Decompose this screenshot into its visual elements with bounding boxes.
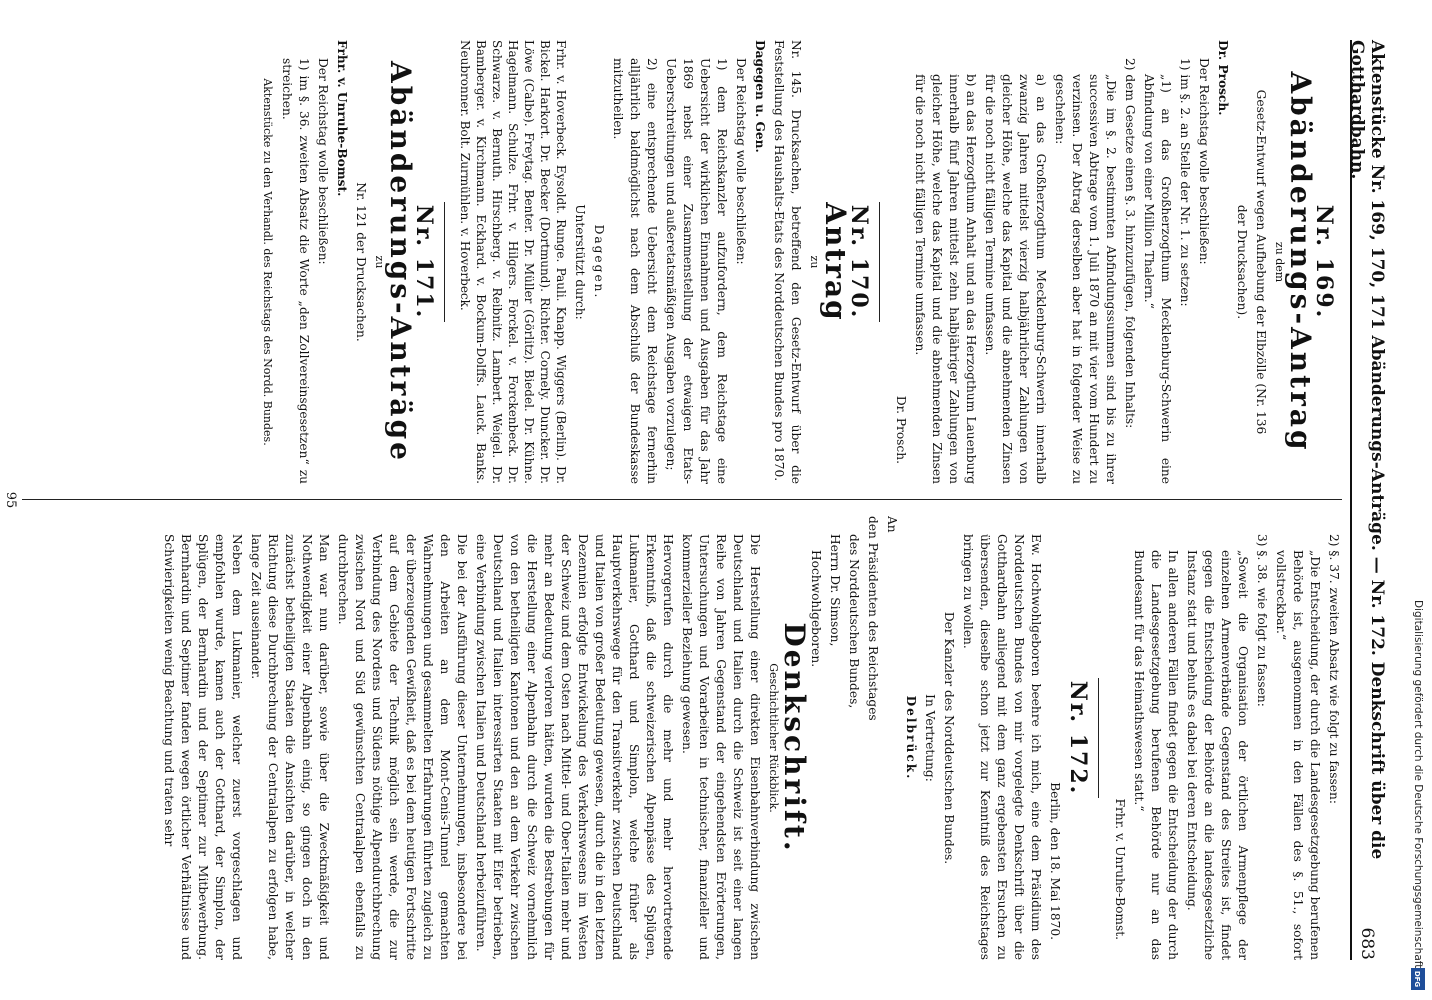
paragraph: Der Reichstag wolle beschließen: (316, 58, 330, 265)
page-header (1347, 40, 1387, 960)
document-page (0, 20, 1390, 980)
section-nr169 (892, 40, 1337, 484)
digitization-banner (1408, 600, 1428, 992)
section-divider (879, 202, 880, 322)
list-item: 1) im §. 36. zweiten Absatz die Worte „den Zollvereinsgesetzen“ zu streichen. (280, 58, 311, 484)
section-divider (444, 202, 445, 322)
footer-page-number: 95 (3, 491, 18, 509)
dfg-logo-text: DFG (1413, 970, 1422, 988)
section-number: Nr. 169. (1311, 204, 1337, 320)
supported-label: Unterstützt durch: (573, 204, 587, 320)
list-item: 1) dem Reichskanzler aufzufordern, dem Reichstage eine Uebersicht der wirklichen Einnahmen und Ausgaben für das Jahr 1869 nebst einer Zusammenstellung der etwaigen Etats-Ueberschreitungen und außeretatsmäßigen Ausgaben vorzulegen; (664, 58, 729, 484)
section-reference: Nr. 145. Drucksachen, betreffend den Gesetz-Entwurf über die Feststellung des Haushalts-Etats des Norddeutschen Bundes pro 1870. (772, 40, 803, 484)
list-item: 2) §. 37. zweiten Absatz wie folgt zu fassen: (1327, 534, 1341, 804)
signature: Dr. Prosch. (894, 395, 908, 464)
list-item: 3) §. 38. wie folgt zu fassen: (1255, 534, 1269, 707)
paragraph: Die bei der Ausführung dieser Unternehmungen, insbesondere bei den Arbeiten an dem Mont-Cenis-Tunnel gemachten Wahrnehmungen und gesammelten Erfahrungen führten zugleich zu der überzeugenden Gewißheit, daß es bei dem heutigen Fortschritte auf dem Gebiete der Technik möglich sein werde, die zur Verbindung des Nordens und Südens nöthige Alpendurchbrechung zwischen Nord und Süd gewünschten Centralalpen ebenfalls zu durchbrechen. (336, 534, 469, 960)
section-nr172 (160, 516, 1091, 960)
list-item: 2) eine entsprechende Uebersicht dem Reichstage fernerhin alljährlich baldmöglichst nach dem Abschluß der Bundeskasse mitzutheilen. (611, 58, 659, 484)
author: Dagegen u. Gen. (753, 40, 767, 153)
section-title: Abänderungs-Antrag (1284, 71, 1317, 453)
section-reference-cont: der Drucksachen). (1235, 204, 1249, 320)
letter-text: Ew. Hochwohlgeboren beehre ich mich, eine dem Präsidium des Norddeutschen Bundes von mir vorgelegte Denkschrift über die Gotthardbahn anliegend mit dem ganz ergebensten Ersuchen zu übersenden, dieselbe schon jetzt zur Kenntniß des Reichstages bringen zu wollen. (961, 534, 1043, 960)
section-divider (1098, 678, 1099, 798)
dateline: Berlin, den 18. Mai 1870. (1048, 782, 1062, 940)
addressee-line: des Norddeutschen Bundes, (847, 534, 861, 709)
quote: „Soweit die Organisation der örtlichen Armenpflege der einzelnen Armenverbände Gegenstand des Streites ist, findet gegen die Entscheidung der Behörde an die landesgesetzliche Instanz statt und behufs es dabei bei deren Entscheidung. (1185, 550, 1250, 960)
closing-line: Der Kanzler des Norddeutschen Bundes. (942, 611, 956, 865)
addressee-line: Hochwohlgeboren. (809, 550, 823, 668)
quote: „1) an das Großherzogthum Mecklenburg-Schwerin eine Abfindung von einer Million Thalern.“ (1142, 74, 1173, 484)
section-nr171 (259, 40, 437, 484)
signed-label: Dagegen. (592, 224, 606, 300)
list-item: 1) im §. 2. an Stelle der Nr. 1. zu setzen: (1178, 58, 1192, 307)
section-title: Abänderungs-Anträge (384, 61, 417, 463)
section-reference: Nr. 121 der Drucksachen. (354, 182, 368, 342)
memorandum-subtitle: Geschichtlicher Rückblick. (767, 663, 780, 813)
section-number: Nr. 171. (411, 204, 437, 320)
banner-text: Digitalisierung gefördert durch die Deutsche Forschungsgemeinschaft (1412, 600, 1424, 969)
closing-line: In Vertretung: (923, 694, 937, 782)
signature: Frhr. v. Unruhe-Bomst. (1113, 798, 1127, 940)
closing-signature: Delbrück. (904, 695, 918, 781)
section-connector: zu (808, 255, 821, 269)
section-title: Antrag (819, 202, 852, 322)
supporter-names: Frhr. v. Hoverbeck. Eysoldt. Runge. Pauli. Knapp. Wiggers (Berlin). Dr. Bickel. Harkort. Dr. Becker (Dortmund). Richter. Cornely. Duncker. Dr. Löwe (Calbe). Freytag. Benter. Dr. Müller (Görlitz). Biedel. Dr. Kühne. Hagelmann. Schulze. Frhr. v. Hilgers. Forckel. v. Forckenbeck. Dr. Schwarze. v. Bernuth. Hirschberg. v. Reibnitz. Lambert. Weigel. Dr. Bamberger. v. Kirchmann. Eckhard. v. Bockum-Dolffs. Lauck. Banks. Neubronner. Bolt. Zurmühlen. v. Hoverbeck. (458, 40, 568, 484)
author: Dr. Prosch. (1216, 40, 1230, 116)
paragraph: Die Herstellung einer direkten Eisenbahnverbindung zwischen Deutschland und Italien durch die Schweiz ist seit einer langen Reihe von Jahren Gegenstand der eingehendsten Erörterungen, Untersuchungen und Vorarbeiten in technischer, finanzieller und kommerzieller Beziehung gewesen. (680, 534, 762, 960)
header-page-number: 683 (1357, 927, 1377, 960)
paragraph: Neben dem Lukmanier, welcher zuerst vorgeschlagen und empfohlen wurde, kamen auch der Gotthard, der Simplon, der Splügen, der Bernhardin und der Septimer zur Mitbewerbung. Bernhardin und Septimer fanden wegen örtlicher Verhältnisse und Schwierigkeiten wenig Beachtung und traten sehr (162, 534, 244, 960)
list-item: 2) dem Gesetze einen §. 3. hinzuzufügen, folgenden Inhalts: (1123, 58, 1137, 429)
paragraph: Hervorgerufen durch die mehr und mehr hervortretende Erkenntniß, daß die schweizerischen Alpenpässe des Splügen, Lukmanier, Gotthard und Simplon, welche früher als Hauptverkehrswege für den Transitverkehr zwischen Deutschland und Italien von großer Bedeutung gewesen, durch die in den letzten Dezennien erfolgte Entwickelung des Verkehrswesens im Westen der Schweiz und dem Osten nach Mittel- und Ober-Italien mehr und mehr an Bedeutung verloren hätten, wurden die Bestrebungen für die Herstellung einer Alpenbahn durch die Schweiz vornehmlich von den betheiligten Kantonen und den an dem Verkehr zwischen Deutschland und Italien interessirten Staaten mit Eifer betrieben, eine Verbindung zwischen Italien und Deutschland herbeizuführen. (474, 534, 675, 960)
quote: „Die im §. 2. bestimmten Abfindungssummen sind bis zu ihrer successiven Abtrage vom 1. Juli 1870 an mit vier vom Hundert zu verzinsen. Der Abtrag derselben aber hat in folgender Weise zu geschehen: (1053, 74, 1118, 484)
section-connector: zu (373, 255, 386, 269)
section-connector: zu dem (1273, 241, 1286, 283)
paragraph: Der Reichstag wolle beschließen: (734, 58, 748, 265)
left-column (22, 40, 1342, 484)
section-reference: Gesetz-Entwurf wegen Aufhebung der Elbzölle (Nr. 136 (1254, 89, 1268, 435)
section-number: Nr. 172. (1065, 680, 1091, 796)
paragraph: Man war nun darüber, sowie über die Zweckmäßigkeit und Nothwendigkeit einer Alpenbahn einig, so gingen doch in den zunächst betheiligten Staaten die Ansichten darüber, in welcher Richtung diese Durchbrechung der Centralalpen zu erfolgen habe, lange Zeit auseinander. (249, 534, 331, 960)
addressee-line: den Präsidenten des Reichstages (866, 516, 880, 721)
addressee-line: Herrn Dr. Simson, (828, 534, 842, 647)
section-nr170 (457, 40, 872, 484)
column-divider (22, 499, 1342, 500)
addressee-line: An (885, 516, 899, 533)
footnote: Aktenstücke zu den Verhandl. des Reichstags des Nordd. Bundes. (261, 78, 274, 446)
right-column (22, 516, 1342, 960)
sub-item: a) an das Großherzogthum Mecklenburg-Schwerin innerhalb zwanzig Jahren mittelst vierzig halbjährlicher Zahlungen von gleicher Höhe, welche das Kapital und die abnehmenden Zinsen für die noch nicht fälligen Termine umfassen. (983, 74, 1048, 484)
dfg-logo (1411, 968, 1425, 990)
header-title: Aktenstücke Nr. 169, 170, 171 Abänderungs-Anträge. — Nr. 172. Denkschrift über die Gotthardbahn. (1347, 40, 1387, 860)
paragraph: Der Reichstag wolle beschließen: (1197, 58, 1211, 265)
sub-item: b) an das Herzogthum Anhalt und an das Herzogthum Lauenburg innerhalb fünf Jahren mittelst zehn halbjähriger Zahlungen von gleicher Höhe, welche das Kapital und die abnehmenden Zinsen für die noch nicht fälligen Termine umfassen. (913, 74, 978, 484)
memorandum-title: Denkschrift. (778, 622, 811, 854)
section-number: Nr. 170. (846, 204, 872, 320)
author: Frhr. v. Unruhe-Bomst. (335, 40, 349, 197)
quote: In allen anderen Fällen findet gegen die Entscheidung der durch die Landesgesetzgebung berufenen Behörde nur an das Bundesamt für das Heimathswesen statt.“ (1132, 550, 1180, 960)
quote: „Die Entscheidung, der durch die Landesgesetzgebung berufenen Behörde ist, ausgenommen in den Fällen des §. 51., sofort vollstreckbar.“ (1274, 550, 1322, 960)
